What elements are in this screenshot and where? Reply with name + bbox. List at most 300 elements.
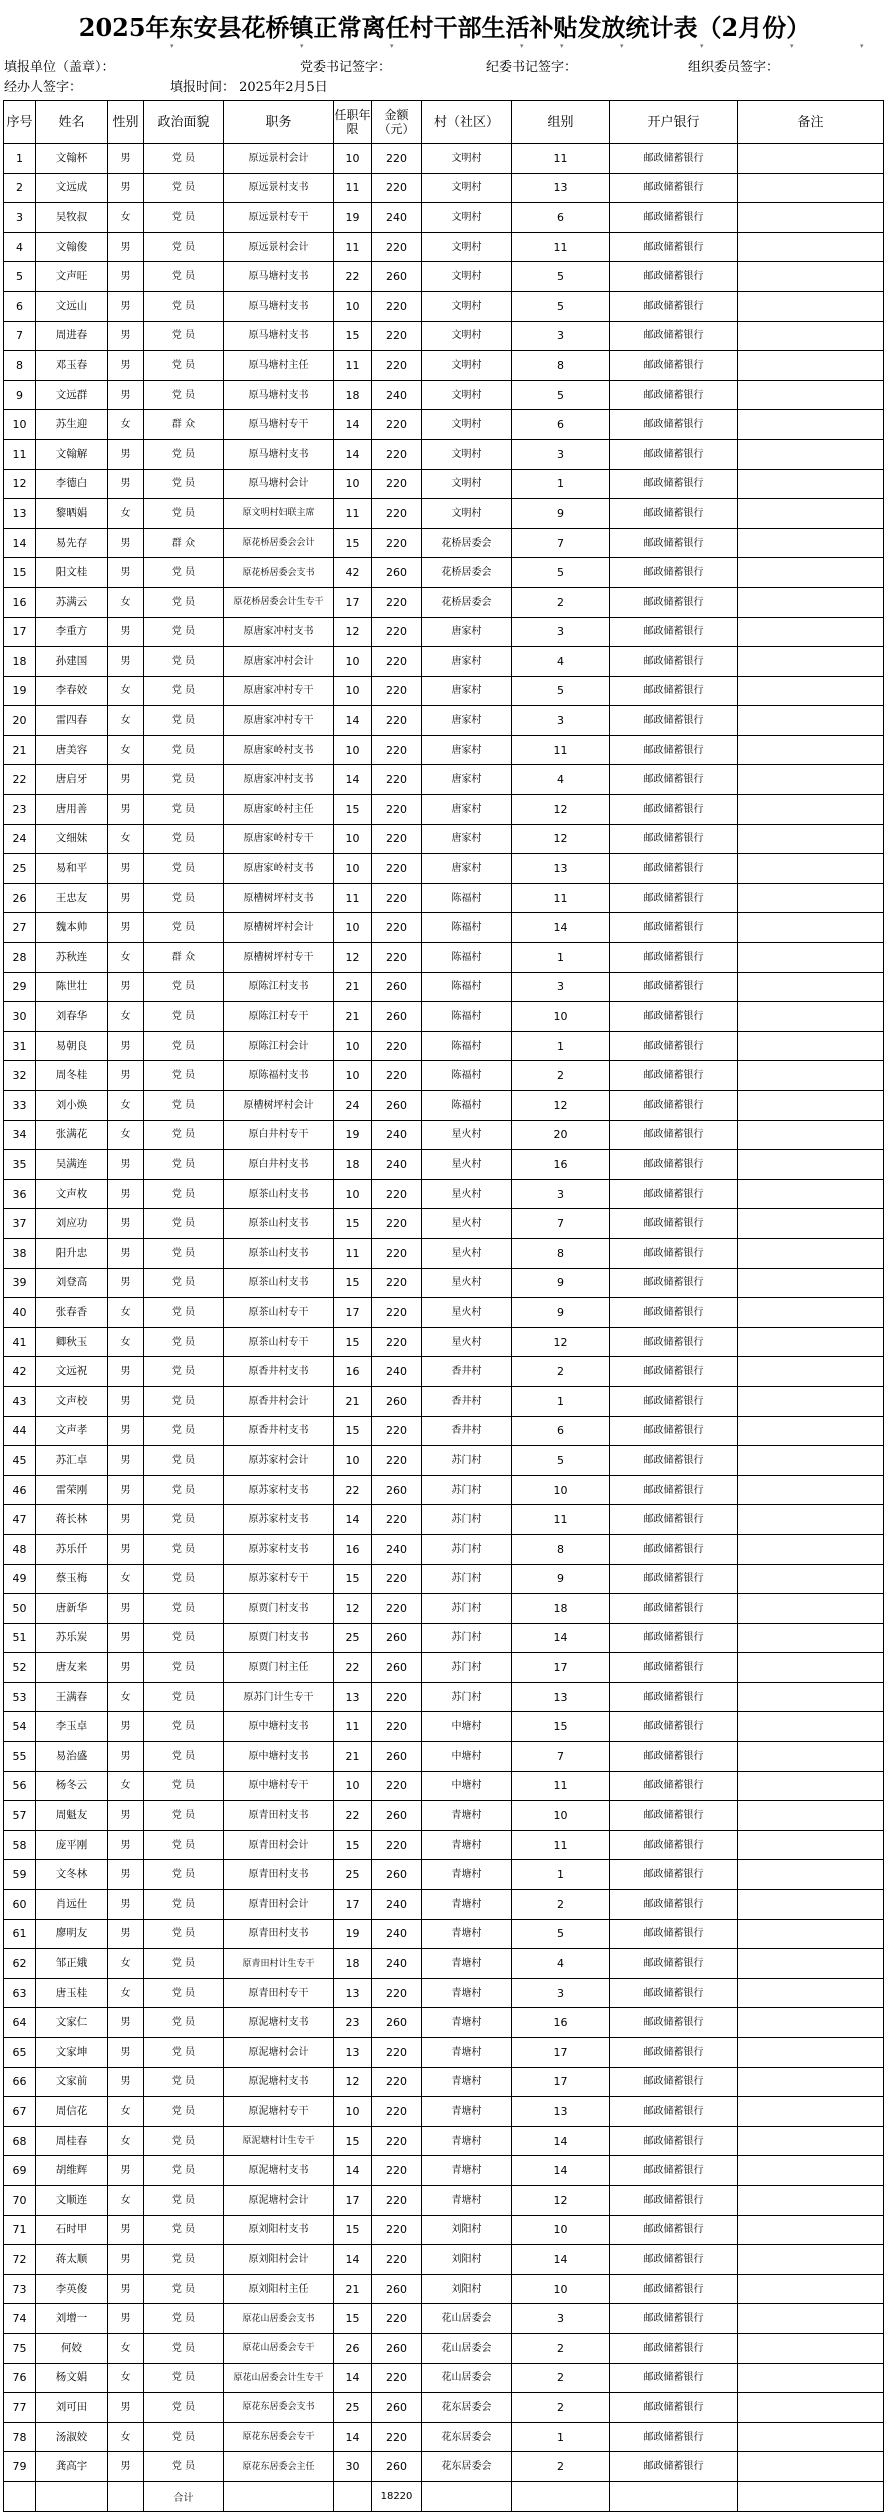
- cell-amount: 220: [372, 499, 422, 529]
- cell-bank: 邮政储蓄银行: [610, 972, 738, 1002]
- cell-amount: 220: [372, 795, 422, 825]
- cell-village: 花桥居委会: [422, 587, 512, 617]
- cell-group: 9: [512, 499, 610, 529]
- cell-village: 苏门村: [422, 1475, 512, 1505]
- cell-note: [738, 1890, 884, 1920]
- table-row: [4, 1564, 884, 1594]
- cell-note: [738, 410, 884, 440]
- cell-bank: 邮政储蓄银行: [610, 1327, 738, 1357]
- cell-bank: 邮政储蓄银行: [610, 1416, 738, 1446]
- cell-village: 星火村: [422, 1120, 512, 1150]
- cell-position: 原文明村妇联主席: [224, 499, 334, 529]
- col-years: 任职年限: [334, 101, 372, 144]
- cell-village: 文明村: [422, 232, 512, 262]
- cell-name: 胡维辉: [36, 2156, 108, 2186]
- cell-years: 22: [334, 1801, 372, 1831]
- cell-group: 16: [512, 1150, 610, 1180]
- cell-amount: 220: [372, 883, 422, 913]
- cell-position: 原中塘村支书: [224, 1742, 334, 1772]
- table-row: [4, 2126, 884, 2156]
- cell-bank: 邮政储蓄银行: [610, 1061, 738, 1091]
- cell-name: 唐启牙: [36, 765, 108, 795]
- cell-seq: 54: [4, 1712, 36, 1742]
- cell-note: [738, 232, 884, 262]
- cell-years: 10: [334, 2097, 372, 2127]
- filter-arrow-icon: ▾: [620, 42, 624, 50]
- cell-years: 24: [334, 1091, 372, 1121]
- cell-village: 花山居委会: [422, 2304, 512, 2334]
- cell-years: 10: [334, 1446, 372, 1476]
- cell-note: [738, 439, 884, 469]
- cell-bank: 邮政储蓄银行: [610, 735, 738, 765]
- cell-name: 唐新华: [36, 1594, 108, 1624]
- cell-note: [738, 735, 884, 765]
- cell-bank: 邮政储蓄银行: [610, 1534, 738, 1564]
- cell-name: 文远祝: [36, 1357, 108, 1387]
- cell-group: 7: [512, 528, 610, 558]
- cell-gender: 男: [108, 617, 144, 647]
- cell-name: 文声孝: [36, 1416, 108, 1446]
- cell-group: 6: [512, 1416, 610, 1446]
- cell-seq: 70: [4, 2185, 36, 2215]
- cell-politics: 党 员: [144, 1801, 224, 1831]
- cell-amount: 220: [372, 291, 422, 321]
- table-row: [4, 1357, 884, 1387]
- cell-gender: 男: [108, 1534, 144, 1564]
- unit-label: 填报单位（盖章）：: [4, 60, 115, 75]
- cell-politics: 党 员: [144, 587, 224, 617]
- cell-name: 张满花: [36, 1120, 108, 1150]
- cell-position: 原唐家岭村支书: [224, 854, 334, 884]
- cell-village: 唐家村: [422, 617, 512, 647]
- cell-years: 10: [334, 1061, 372, 1091]
- cell-bank: 邮政储蓄银行: [610, 2363, 738, 2393]
- cell-politics: 党 员: [144, 1150, 224, 1180]
- cell-politics: 党 员: [144, 173, 224, 203]
- cell-bank: 邮政储蓄银行: [610, 2274, 738, 2304]
- cell-bank: 邮政储蓄银行: [610, 1505, 738, 1535]
- cell-village: 青塘村: [422, 2156, 512, 2186]
- cell-name: 李玉卓: [36, 1712, 108, 1742]
- cell-years: 11: [334, 232, 372, 262]
- cell-note: [738, 1327, 884, 1357]
- table-row: [4, 972, 884, 1002]
- cell-position: 原苏家村支书: [224, 1505, 334, 1535]
- cell-politics: 党 员: [144, 439, 224, 469]
- cell-seq: 22: [4, 765, 36, 795]
- cell-note: [738, 469, 884, 499]
- cell-group: 4: [512, 765, 610, 795]
- cell-note: [738, 2185, 884, 2215]
- cell-group: 5: [512, 291, 610, 321]
- cell-group: 1: [512, 1386, 610, 1416]
- cell-village: 青塘村: [422, 1860, 512, 1890]
- filter-arrow-icon: ▾: [390, 42, 394, 50]
- cell-amount: 260: [372, 1386, 422, 1416]
- cell-group: 12: [512, 824, 610, 854]
- cell-politics: 党 员: [144, 676, 224, 706]
- cell-seq: 26: [4, 883, 36, 913]
- cell-note: [738, 1742, 884, 1772]
- cell-bank: 邮政储蓄银行: [610, 528, 738, 558]
- cell-name: 魏本帅: [36, 913, 108, 943]
- cell-village: 陈福村: [422, 913, 512, 943]
- cell-seq: 77: [4, 2393, 36, 2423]
- cell-amount: 220: [372, 1978, 422, 2008]
- cell-politics: 党 员: [144, 2215, 224, 2245]
- cell-bank: 邮政储蓄银行: [610, 2126, 738, 2156]
- cell-note: [738, 321, 884, 351]
- cell-name: 文翰俊: [36, 232, 108, 262]
- cell-name: 唐友来: [36, 1653, 108, 1683]
- cell-politics: 党 员: [144, 1742, 224, 1772]
- cell-group: 9: [512, 1268, 610, 1298]
- cell-bank: 邮政储蓄银行: [610, 2215, 738, 2245]
- cell-village: 苏门村: [422, 1653, 512, 1683]
- cell-position: 原槽树坪村会计: [224, 913, 334, 943]
- cell-position: 原槽树坪村会计: [224, 1091, 334, 1121]
- cell-village: 香井村: [422, 1386, 512, 1416]
- cell-village: 星火村: [422, 1209, 512, 1239]
- cell-years: 15: [334, 528, 372, 558]
- table-row: [4, 795, 884, 825]
- cell-politics: 党 员: [144, 2333, 224, 2363]
- cell-note: [738, 558, 884, 588]
- cell-seq: 4: [4, 232, 36, 262]
- cell-amount: 260: [372, 1091, 422, 1121]
- cell-note: [738, 1238, 884, 1268]
- cell-bank: 邮政储蓄银行: [610, 1386, 738, 1416]
- cell-name: 文冬林: [36, 1860, 108, 1890]
- cell-politics: 党 员: [144, 232, 224, 262]
- cell-gender: 男: [108, 1594, 144, 1624]
- cell-name: 苏汇卓: [36, 1446, 108, 1476]
- cell-position: 原刘阳村支书: [224, 2215, 334, 2245]
- cell-note: [738, 2393, 884, 2423]
- cell-gender: 男: [108, 1357, 144, 1387]
- cell-name: 周桂春: [36, 2126, 108, 2156]
- cell-bank: 邮政储蓄银行: [610, 1179, 738, 1209]
- col-name: 姓名: [36, 101, 108, 144]
- cell-village: 香井村: [422, 1357, 512, 1387]
- cell-position: 原花山居委会计生专干: [224, 2363, 334, 2393]
- cell-bank: 邮政储蓄银行: [610, 1209, 738, 1239]
- cell-years: 21: [334, 972, 372, 1002]
- table-row: [4, 735, 884, 765]
- cell-politics: 党 员: [144, 1357, 224, 1387]
- cell-amount: 260: [372, 1860, 422, 1890]
- cell-name: 文细妹: [36, 824, 108, 854]
- cell-name: 庞平刚: [36, 1830, 108, 1860]
- cell-amount: 260: [372, 262, 422, 292]
- cell-years: 16: [334, 1357, 372, 1387]
- cell-name: 王忠友: [36, 883, 108, 913]
- cell-name: 文家前: [36, 2067, 108, 2097]
- cell-note: [738, 262, 884, 292]
- cell-position: 原苏家村会计: [224, 1446, 334, 1476]
- cell-years: 14: [334, 2156, 372, 2186]
- cell-amount: 220: [372, 1505, 422, 1535]
- cell-position: 原青田村支书: [224, 1860, 334, 1890]
- cell-amount: 220: [372, 1564, 422, 1594]
- cell-position: 原唐家冲村支书: [224, 617, 334, 647]
- table-row: [4, 262, 884, 292]
- cell-position: 原泥塘村专干: [224, 2097, 334, 2127]
- cell-gender: 男: [108, 1475, 144, 1505]
- cell-years: 12: [334, 2067, 372, 2097]
- cell-bank: 邮政储蓄银行: [610, 2097, 738, 2127]
- col-politics: 政治面貌: [144, 101, 224, 144]
- cell-seq: 63: [4, 1978, 36, 2008]
- cell-bank: 邮政储蓄银行: [610, 795, 738, 825]
- cell-group: 13: [512, 173, 610, 203]
- cell-group: 3: [512, 321, 610, 351]
- cell-seq: 61: [4, 1919, 36, 1949]
- cell-gender: 女: [108, 824, 144, 854]
- cell-gender: 男: [108, 2067, 144, 2097]
- cell-politics: 党 员: [144, 735, 224, 765]
- cell-position: 原贾门村支书: [224, 1623, 334, 1653]
- cell-group: 5: [512, 1919, 610, 1949]
- cell-village: 文明村: [422, 439, 512, 469]
- cell-gender: 男: [108, 1830, 144, 1860]
- cell-note: [738, 203, 884, 233]
- cell-amount: 240: [372, 1919, 422, 1949]
- cell-years: 18: [334, 1949, 372, 1979]
- cell-seq: 16: [4, 587, 36, 617]
- cell-position: 原泥塘村支书: [224, 2156, 334, 2186]
- cell-position: 原茶山村专干: [224, 1298, 334, 1328]
- table-row: [4, 380, 884, 410]
- cell-gender: 女: [108, 1002, 144, 1032]
- cell-amount: 220: [372, 321, 422, 351]
- cell-gender: 女: [108, 587, 144, 617]
- cell-note: [738, 2274, 884, 2304]
- table-row: [4, 1120, 884, 1150]
- cell-group: 2: [512, 2393, 610, 2423]
- cell-amount: 260: [372, 2274, 422, 2304]
- cell-seq: 11: [4, 439, 36, 469]
- table-row: [4, 1623, 884, 1653]
- cell-bank: 邮政储蓄银行: [610, 262, 738, 292]
- cell-years: 12: [334, 1594, 372, 1624]
- cell-name: 文声枚: [36, 1179, 108, 1209]
- table-row: [4, 676, 884, 706]
- cell-position: 原刘阳村会计: [224, 2245, 334, 2275]
- cell-politics: 党 员: [144, 2245, 224, 2275]
- cell-amount: 220: [372, 1327, 422, 1357]
- cell-bank: 邮政储蓄银行: [610, 883, 738, 913]
- cell-village: 刘阳村: [422, 2215, 512, 2245]
- cell-amount: 220: [372, 647, 422, 677]
- cell-name: 李德白: [36, 469, 108, 499]
- cell-seq: 58: [4, 1830, 36, 1860]
- table-row: [4, 1061, 884, 1091]
- cell-politics: 党 员: [144, 1682, 224, 1712]
- cell-note: [738, 1978, 884, 2008]
- cell-name: 刘增一: [36, 2304, 108, 2334]
- cell-village: 星火村: [422, 1179, 512, 1209]
- cell-position: 原香井村会计: [224, 1386, 334, 1416]
- cell-years: 10: [334, 913, 372, 943]
- cell-village: 陈福村: [422, 972, 512, 1002]
- cell-years: 11: [334, 883, 372, 913]
- cell-bank: 邮政储蓄银行: [610, 1860, 738, 1890]
- cell-gender: 男: [108, 1919, 144, 1949]
- cell-village: 苏门村: [422, 1505, 512, 1535]
- col-amount: 金额（元）: [372, 101, 422, 144]
- cell-politics: 党 员: [144, 795, 224, 825]
- cell-name: 邓玉春: [36, 351, 108, 381]
- cell-amount: 220: [372, 1830, 422, 1860]
- cell-amount: 220: [372, 1268, 422, 1298]
- cell-gender: 男: [108, 2393, 144, 2423]
- cell-amount: 220: [372, 2126, 422, 2156]
- cell-bank: 邮政储蓄银行: [610, 1268, 738, 1298]
- cell-bank: 邮政储蓄银行: [610, 558, 738, 588]
- cell-years: 25: [334, 2393, 372, 2423]
- cell-years: 15: [334, 1564, 372, 1594]
- cell-position: 原花桥居委会支书: [224, 558, 334, 588]
- cell-group: 1: [512, 469, 610, 499]
- table-row: [4, 2067, 884, 2097]
- cell-note: [738, 2422, 884, 2452]
- cell-amount: 260: [372, 2008, 422, 2038]
- cell-politics: 党 员: [144, 1179, 224, 1209]
- cell-years: 19: [334, 203, 372, 233]
- cell-position: 原马塘村支书: [224, 321, 334, 351]
- cell-bank: 邮政储蓄银行: [610, 1623, 738, 1653]
- cell-years: 10: [334, 854, 372, 884]
- cell-seq: 79: [4, 2452, 36, 2482]
- cell-bank: 邮政储蓄银行: [610, 1978, 738, 2008]
- cell-years: 15: [334, 1416, 372, 1446]
- cell-village: 青塘村: [422, 2008, 512, 2038]
- cell-seq: 1: [4, 144, 36, 174]
- cell-gender: 女: [108, 943, 144, 973]
- cell-village: 文明村: [422, 380, 512, 410]
- cell-group: 3: [512, 972, 610, 1002]
- cell-seq: 62: [4, 1949, 36, 1979]
- cell-name: 廖明友: [36, 1919, 108, 1949]
- cell-politics: 党 员: [144, 469, 224, 499]
- cell-name: 陈世壮: [36, 972, 108, 1002]
- cell-group: 2: [512, 587, 610, 617]
- cell-years: 10: [334, 676, 372, 706]
- cell-group: 10: [512, 1475, 610, 1505]
- cell-note: [738, 1534, 884, 1564]
- cell-amount: 260: [372, 1801, 422, 1831]
- cell-years: 10: [334, 735, 372, 765]
- cell-bank: 邮政储蓄银行: [610, 1002, 738, 1032]
- cell-seq: 72: [4, 2245, 36, 2275]
- cell-gender: 男: [108, 1268, 144, 1298]
- cell-village: 陈福村: [422, 1091, 512, 1121]
- table-row: [4, 587, 884, 617]
- cell-note: [738, 173, 884, 203]
- cell-position: 原苏家村专干: [224, 1564, 334, 1594]
- cell-note: [738, 2215, 884, 2245]
- cell-village: 文明村: [422, 469, 512, 499]
- cell-name: 文声旺: [36, 262, 108, 292]
- cell-seq: 14: [4, 528, 36, 558]
- cell-politics: 党 员: [144, 1949, 224, 1979]
- table-row: [4, 291, 884, 321]
- filter-arrow-icon: ▾: [300, 42, 304, 50]
- cell-politics: 党 员: [144, 972, 224, 1002]
- cell-gender: 女: [108, 1120, 144, 1150]
- filter-arrow-icon: ▾: [560, 42, 564, 50]
- filter-arrow-icon: ▾: [860, 42, 864, 50]
- cell-bank: 邮政储蓄银行: [610, 1830, 738, 1860]
- cell-bank: 邮政储蓄银行: [610, 2038, 738, 2068]
- cell-seq: 9: [4, 380, 36, 410]
- cell-name: 张春香: [36, 1298, 108, 1328]
- cell-amount: 220: [372, 1712, 422, 1742]
- cell-years: 22: [334, 262, 372, 292]
- cell-name: 文家坤: [36, 2038, 108, 2068]
- cell-politics: 党 员: [144, 262, 224, 292]
- cell-name: 唐美容: [36, 735, 108, 765]
- cell-group: 2: [512, 1357, 610, 1387]
- cell-gender: 男: [108, 1801, 144, 1831]
- cell-politics: 党 员: [144, 1446, 224, 1476]
- table-row: [4, 469, 884, 499]
- cell-village: 苏门村: [422, 1564, 512, 1594]
- cell-gender: 男: [108, 1416, 144, 1446]
- cell-note: [738, 2038, 884, 2068]
- cell-amount: 260: [372, 1742, 422, 1772]
- page-title: 2025年东安县花桥镇正常离任村干部生活补贴发放统计表（2月份）: [78, 13, 811, 42]
- cell-bank: 邮政储蓄银行: [610, 1771, 738, 1801]
- cell-village: 文明村: [422, 262, 512, 292]
- cell-amount: 220: [372, 2363, 422, 2393]
- cell-position: 原花山居委会支书: [224, 2304, 334, 2334]
- cell-position: 原刘阳村主任: [224, 2274, 334, 2304]
- table-row: [4, 1179, 884, 1209]
- cell-position: 原青田村支书: [224, 1801, 334, 1831]
- cell-position: 原泥塘村支书: [224, 2008, 334, 2038]
- cell-politics: 党 员: [144, 558, 224, 588]
- cell-position: 原青田村计生专干: [224, 1949, 334, 1979]
- cell-gender: 男: [108, 232, 144, 262]
- cell-note: [738, 1268, 884, 1298]
- cell-bank: 邮政储蓄银行: [610, 173, 738, 203]
- cell-note: [738, 2304, 884, 2334]
- cell-seq: 18: [4, 647, 36, 677]
- table-row: [4, 499, 884, 529]
- table-row: [4, 2393, 884, 2423]
- cell-group: 11: [512, 1505, 610, 1535]
- cell-amount: 220: [372, 2245, 422, 2275]
- cell-group: 13: [512, 1682, 610, 1712]
- cell-gender: 男: [108, 2215, 144, 2245]
- table-row: [4, 943, 884, 973]
- cell-note: [738, 528, 884, 558]
- cell-seq: 37: [4, 1209, 36, 1239]
- cell-politics: 党 员: [144, 1416, 224, 1446]
- cell-note: [738, 854, 884, 884]
- cell-note: [738, 291, 884, 321]
- cell-amount: 220: [372, 735, 422, 765]
- cell-amount: 220: [372, 1031, 422, 1061]
- cell-bank: 邮政储蓄银行: [610, 1298, 738, 1328]
- table-row: [4, 1475, 884, 1505]
- cell-position: 原远景村支书: [224, 173, 334, 203]
- cell-years: 17: [334, 1890, 372, 1920]
- cell-gender: 女: [108, 1327, 144, 1357]
- col-bank: 开户银行: [610, 101, 738, 144]
